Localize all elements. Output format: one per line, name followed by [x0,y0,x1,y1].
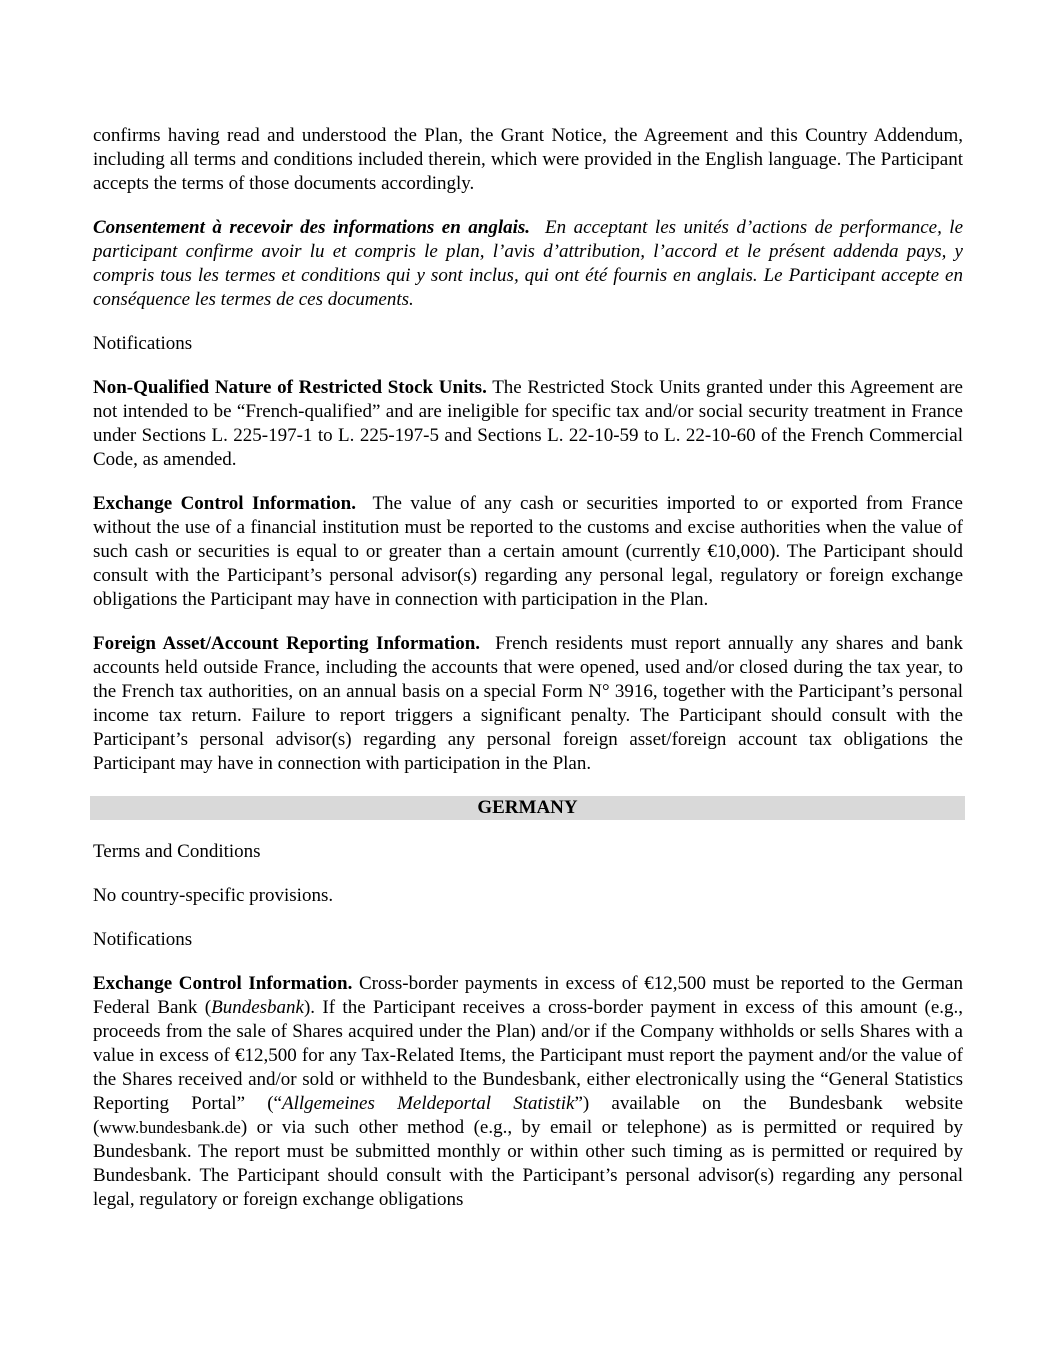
paragraph-title: Exchange Control Information. [93,493,356,514]
paragraph-consentement [93,216,963,312]
paragraph-text-4: ) or via such other method (e.g., by email or telephone) as is permitted or required by Bundesbank. The report must be submitted monthly or within other such timing as is permitted or required by Bundesbank. The Participant should consult with the Participant’s personal advisor(s) regarding any personal legal, regulatory or foreign exchange obligations [93,1117,963,1210]
paragraph-title: Non-Qualified Nature of Restricted Stock Units. [93,377,487,398]
germany-no-provisions: No country-specific provisions. [93,885,334,906]
paragraph-text: The Restricted Stock Units granted under this Agreement are not intended to be “French-qualified” and are ineligible for specific tax and/or social security treatment in France under Sections L. 225-197-1 to L. 225-197-5 and Sections L. 22-10-59 to L. 22-10-60 of the French Commercial Code, as amended. [93,377,963,470]
paragraph-title: Foreign Asset/Account Reporting Information. [93,633,481,654]
portal-name-italic: Allgemeines Meldeportal Statistik [282,1093,575,1114]
paragraph-text: The value of any cash or securities imported to or exported from France without the use of a financial institution must be reported to the customs and excise authorities when the value of such cash or securities is equal to or greater than a certain amount (currently €10,000). The Participant should consult with the Participant’s personal advisor(s) regarding any personal legal, regulatory or foreign exchange obligations the Participant may have in connection with participation in the Plan. [93,493,963,610]
country-header-germany: GERMANY [90,796,965,820]
paragraph-english-confirmation [93,124,963,196]
germany-terms-heading: Terms and Conditions [93,841,261,862]
document-page [93,124,963,1232]
paragraph-text-1: Cross-border payments in excess of €12,500 must be reported to the German Federal Bank ( [93,973,963,1018]
bundesbank-italic: Bundesbank [211,997,304,1018]
paragraph-non-qualified [93,376,963,472]
paragraph-title: Consentement à recevoir des informations en anglais. [93,217,531,238]
france-notifications-heading: Notifications [93,333,193,354]
paragraph-text: confirms having read and understood the Plan, the Grant Notice, the Agreement and this Country Addendum, including all terms and conditions included therein, which were provided in the English language. The Participant accepts the terms of those documents accordingly. [93,125,963,194]
paragraph-text-2: ). If the Participant receives a cross-border payment in excess of this amount (e.g., proceeds from the sale of Shares acquired under the Plan) and/or if the Company withholds or sells Shares with a value in excess of €12,500 for any Tax-Related Items, the Participant must report the payment and/or the value of the Shares received and/or sold or withheld to the Bundesbank, either electronically using the “General Statistics Reporting Portal” (“ [93,997,963,1114]
paragraph-exchange-control-germany [93,972,963,1212]
bundesbank-website-link[interactable]: www.bundesbank.de [99,1118,241,1137]
germany-notifications-heading: Notifications [93,929,193,950]
paragraph-text-3: ”) available on the Bundesbank website ( [93,1093,964,1138]
paragraph-foreign-asset [93,632,963,776]
paragraph-exchange-control-france [93,492,963,612]
paragraph-text: En acceptant les unités d’actions de performance, le participant confirme avoir lu et compris le plan, l’avis d’attribution, l’accord et le présent addenda pays, y compris tous les termes et conditions qui y sont inclus, qui ont été fournis en anglais. Le Participant accepte en conséquence les termes de ces documents. [93,217,964,310]
paragraph-text: French residents must report annually any shares and bank accounts held outside France, including the accounts that were opened, used and/or closed during the tax year, to the French tax authorities, on an annual basis on a special Form N° 3916, together with the Participant’s personal income tax return. Failure to report triggers a significant penalty. The Participant should consult with the Participant’s personal advisor(s) regarding any personal foreign asset/foreign account tax obligations the Participant may have in connection with participation in the Plan. [93,633,964,774]
paragraph-title: Exchange Control Information. [93,973,353,994]
